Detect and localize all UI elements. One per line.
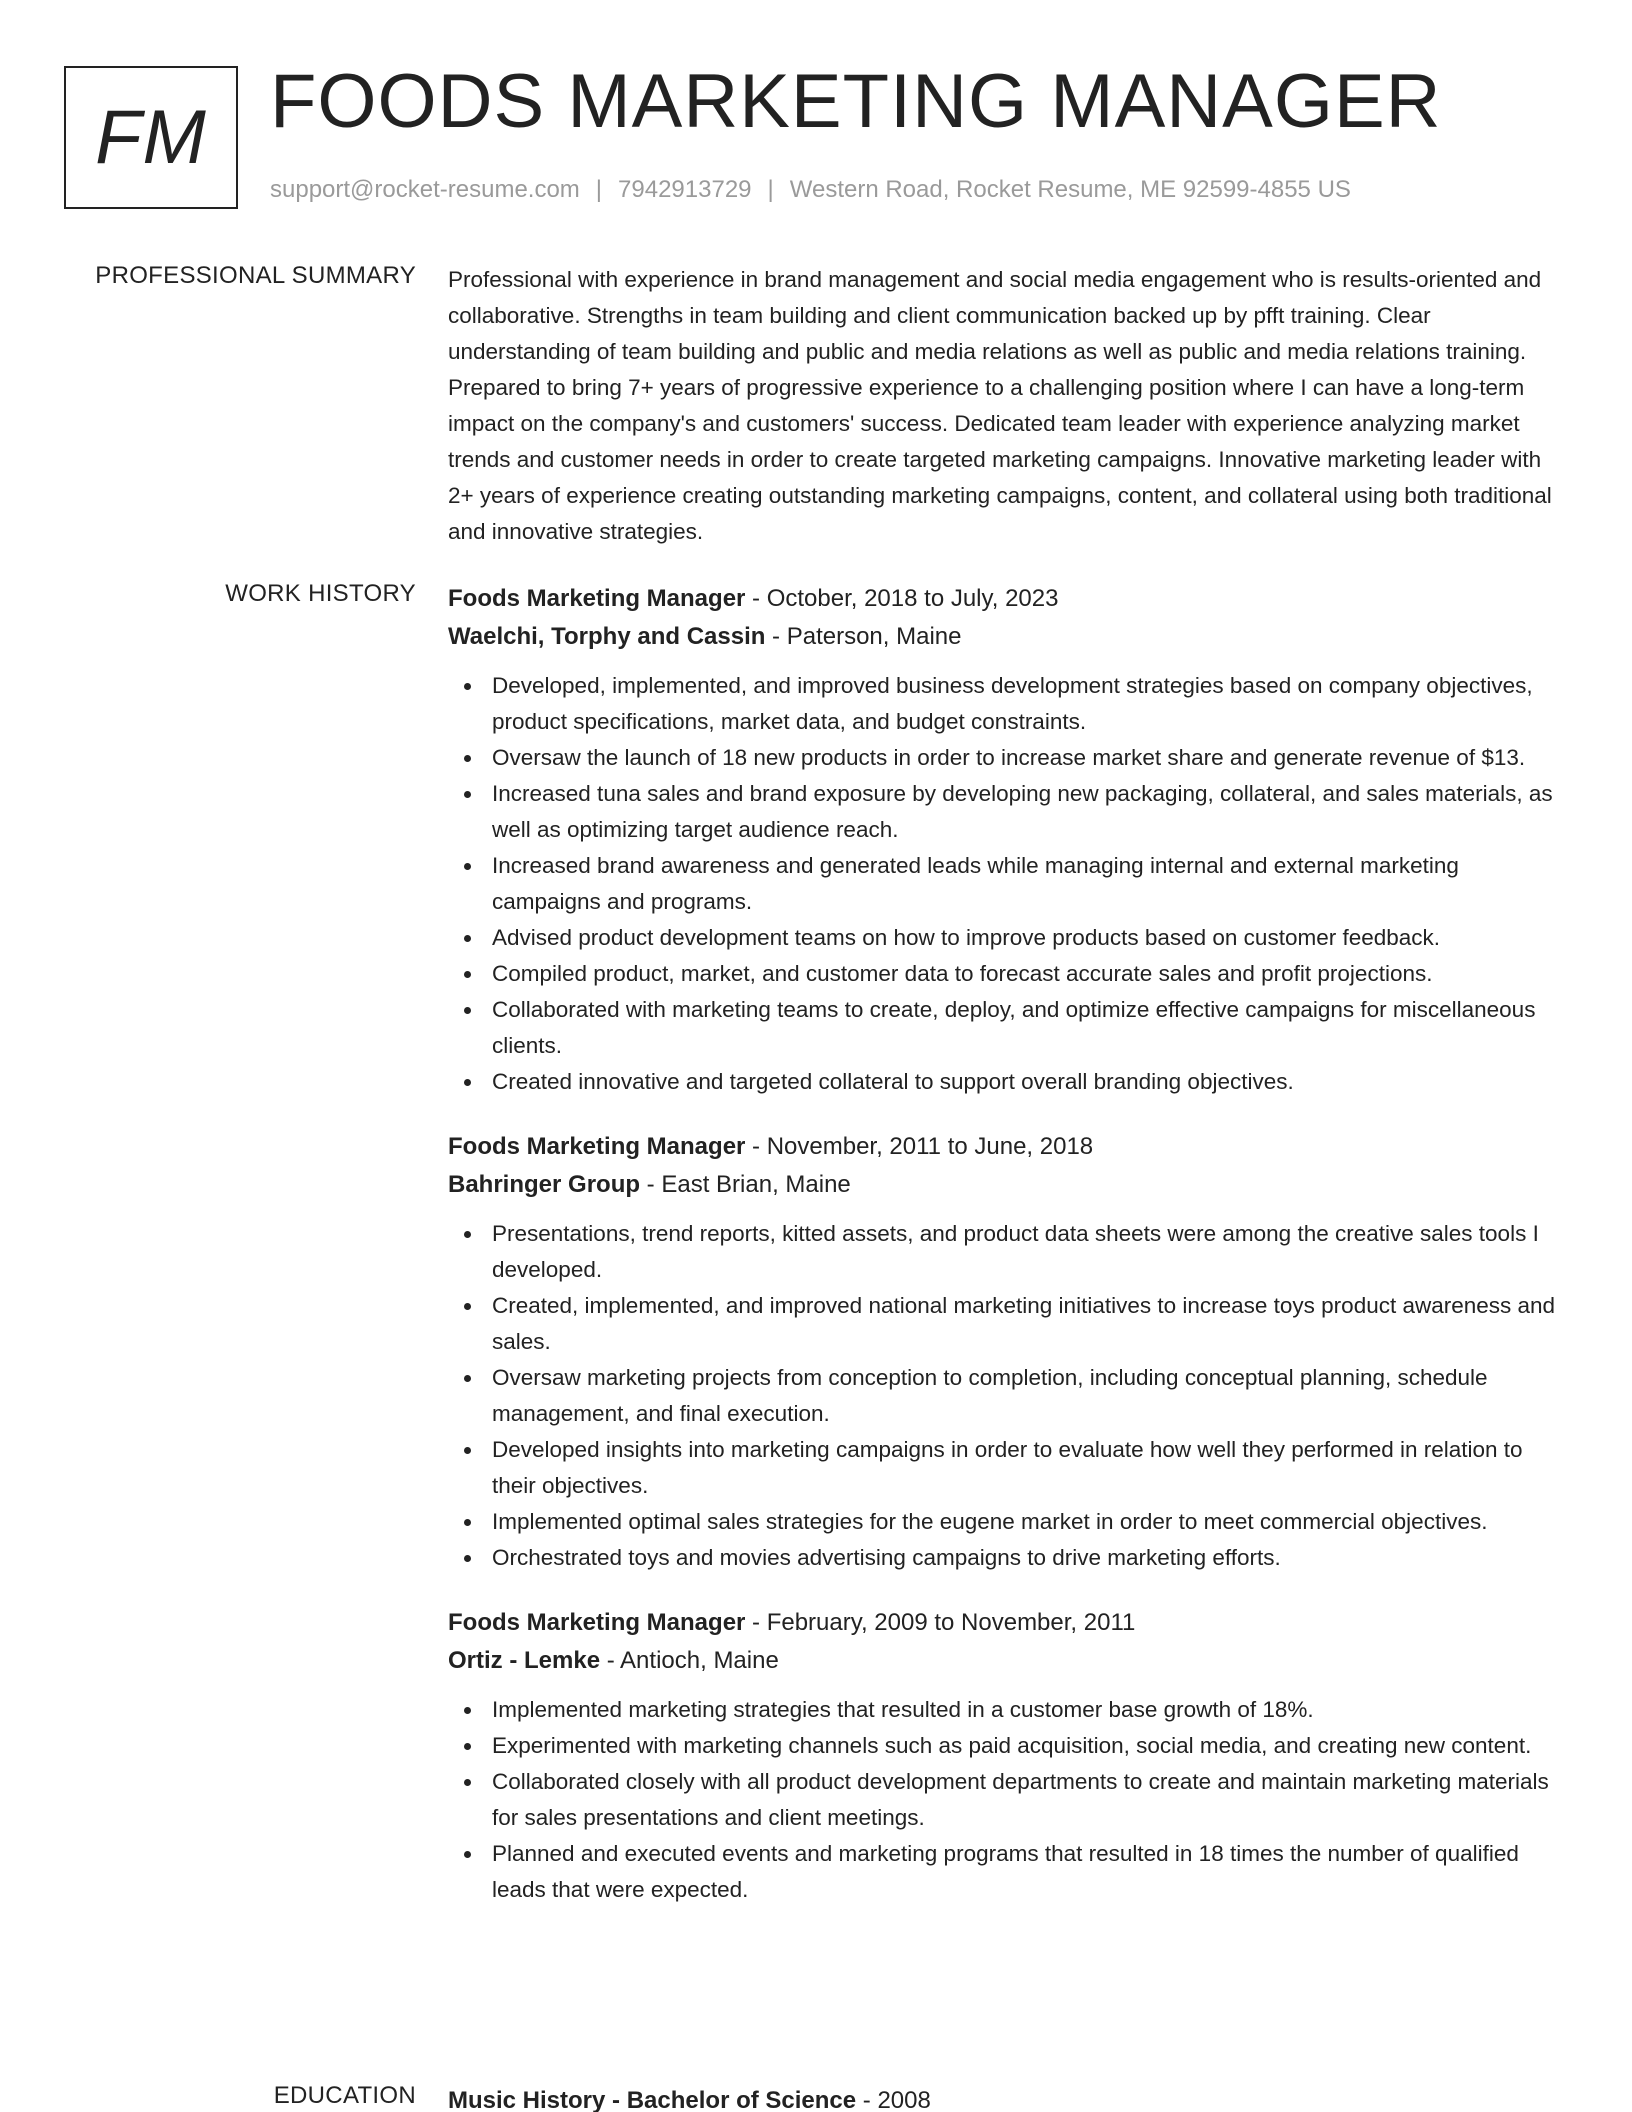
job-dates: - February, 2009 to November, 2011 bbox=[745, 1609, 1136, 1636]
monogram-initials: FM bbox=[95, 95, 207, 180]
job-bullets bbox=[448, 668, 1568, 1100]
contact-phone: 7942913729 bbox=[618, 176, 752, 203]
job-title-line bbox=[448, 1604, 1568, 1642]
job-bullet: Developed, implemented, and improved business development strategies based on company objectives, product specifications, market data, and budget constraints. bbox=[448, 668, 1568, 740]
job-location: - Paterson, Maine bbox=[765, 623, 962, 650]
education-year: - 2008 bbox=[856, 2087, 931, 2112]
job-company: Waelchi, Torphy and Cassin bbox=[448, 623, 766, 650]
job-company-line bbox=[448, 618, 1568, 656]
contact-email: support@rocket-resume.com bbox=[270, 176, 580, 203]
contact-separator: | bbox=[767, 176, 774, 203]
job-location: - East Brian, Maine bbox=[640, 1171, 851, 1198]
summary-heading: PROFESSIONAL SUMMARY bbox=[95, 262, 416, 289]
education-entry bbox=[448, 2082, 1568, 2112]
job-title-line bbox=[448, 580, 1568, 618]
job-location: - Antioch, Maine bbox=[600, 1647, 779, 1674]
job-bullet: Collaborated with marketing teams to create, deploy, and optimize effective campaigns for miscellaneous clients. bbox=[448, 992, 1568, 1064]
monogram-badge bbox=[64, 66, 238, 209]
education-heading: EDUCATION bbox=[273, 2082, 416, 2109]
job-bullet: Advised product development teams on how to improve products based on customer feedback. bbox=[448, 920, 1568, 956]
job-company-line bbox=[448, 1166, 1568, 1204]
job-bullet: Compiled product, market, and customer data to forecast accurate sales and profit projections. bbox=[448, 956, 1568, 992]
job-title: Foods Marketing Manager bbox=[448, 585, 746, 612]
job-bullet: Oversaw marketing projects from conception to completion, including conceptual planning, schedule management, and final execution. bbox=[448, 1360, 1568, 1432]
job-bullet: Developed insights into marketing campaigns in order to evaluate how well they performed in relation to their objectives. bbox=[448, 1432, 1568, 1504]
job-entry bbox=[448, 1604, 1568, 1908]
summary-text: Professional with experience in brand management and social media engagement who is results-oriented and collaborative. Strengths in team building and client communication backed up by pfft training. Clear understanding of team building and public and media relations as well as public and media relations training. Prepared to bring 7+ years of progressive experience to a challenging position where I can have a long-term impact on the company's and customers' success. Dedicated team leader with experience analyzing market trends and customer needs in order to create targeted marketing campaigns. Innovative marketing leader with 2+ years of experience creating outstanding marketing campaigns, content, and collateral using both traditional and innovative strategies. bbox=[448, 267, 1552, 544]
job-bullet: Presentations, trend reports, kitted assets, and product data sheets were among the creative sales tools I developed. bbox=[448, 1216, 1568, 1288]
job-dates: - October, 2018 to July, 2023 bbox=[745, 585, 1059, 612]
job-bullet: Created, implemented, and improved national marketing initiatives to increase toys product awareness and sales. bbox=[448, 1288, 1568, 1360]
job-bullet: Collaborated closely with all product development departments to create and maintain marketing materials for sales presentations and client meetings. bbox=[448, 1764, 1568, 1836]
job-bullet: Planned and executed events and marketing programs that resulted in 18 times the number of qualified leads that were expected. bbox=[448, 1836, 1568, 1908]
job-dates: - November, 2011 to June, 2018 bbox=[745, 1133, 1094, 1160]
job-bullets bbox=[448, 1692, 1568, 1908]
job-bullet: Implemented marketing strategies that resulted in a customer base growth of 18%. bbox=[448, 1692, 1568, 1728]
job-title: Foods Marketing Manager bbox=[448, 1133, 746, 1160]
work-history-list bbox=[448, 580, 1568, 1936]
job-bullet: Experimented with marketing channels such as paid acquisition, social media, and creating new content. bbox=[448, 1728, 1568, 1764]
contact-separator: | bbox=[595, 176, 603, 203]
contact-line bbox=[270, 176, 1351, 204]
job-bullet: Orchestrated toys and movies advertising campaigns to drive marketing efforts. bbox=[448, 1540, 1568, 1576]
job-company: Ortiz - Lemke bbox=[448, 1647, 601, 1674]
job-bullets bbox=[448, 1216, 1568, 1576]
job-company: Bahringer Group bbox=[448, 1171, 641, 1198]
contact-address: Western Road, Rocket Resume, ME 92599-4855 US bbox=[789, 176, 1351, 203]
work-history-heading: WORK HISTORY bbox=[225, 580, 416, 607]
job-entry bbox=[448, 580, 1568, 1100]
job-title-line bbox=[448, 1128, 1568, 1166]
job-entry bbox=[448, 1128, 1568, 1576]
job-company-line bbox=[448, 1642, 1568, 1680]
job-bullet: Created innovative and targeted collateral to support overall branding objectives. bbox=[448, 1064, 1568, 1100]
job-bullet: Oversaw the launch of 18 new products in order to increase market share and generate revenue of $13. bbox=[448, 740, 1568, 776]
job-title: Foods Marketing Manager bbox=[448, 1609, 746, 1636]
job-bullet: Implemented optimal sales strategies for the eugene market in order to meet commercial objectives. bbox=[448, 1504, 1568, 1540]
resume-title: FOODS MARKETING MANAGER bbox=[270, 59, 1442, 144]
job-bullet: Increased brand awareness and generated leads while managing internal and external marketing campaigns and programs. bbox=[448, 848, 1568, 920]
education-degree: Music History - Bachelor of Science bbox=[448, 2087, 857, 2112]
job-bullet: Increased tuna sales and brand exposure by developing new packaging, collateral, and sales materials, as well as optimizing target audience reach. bbox=[448, 776, 1568, 848]
